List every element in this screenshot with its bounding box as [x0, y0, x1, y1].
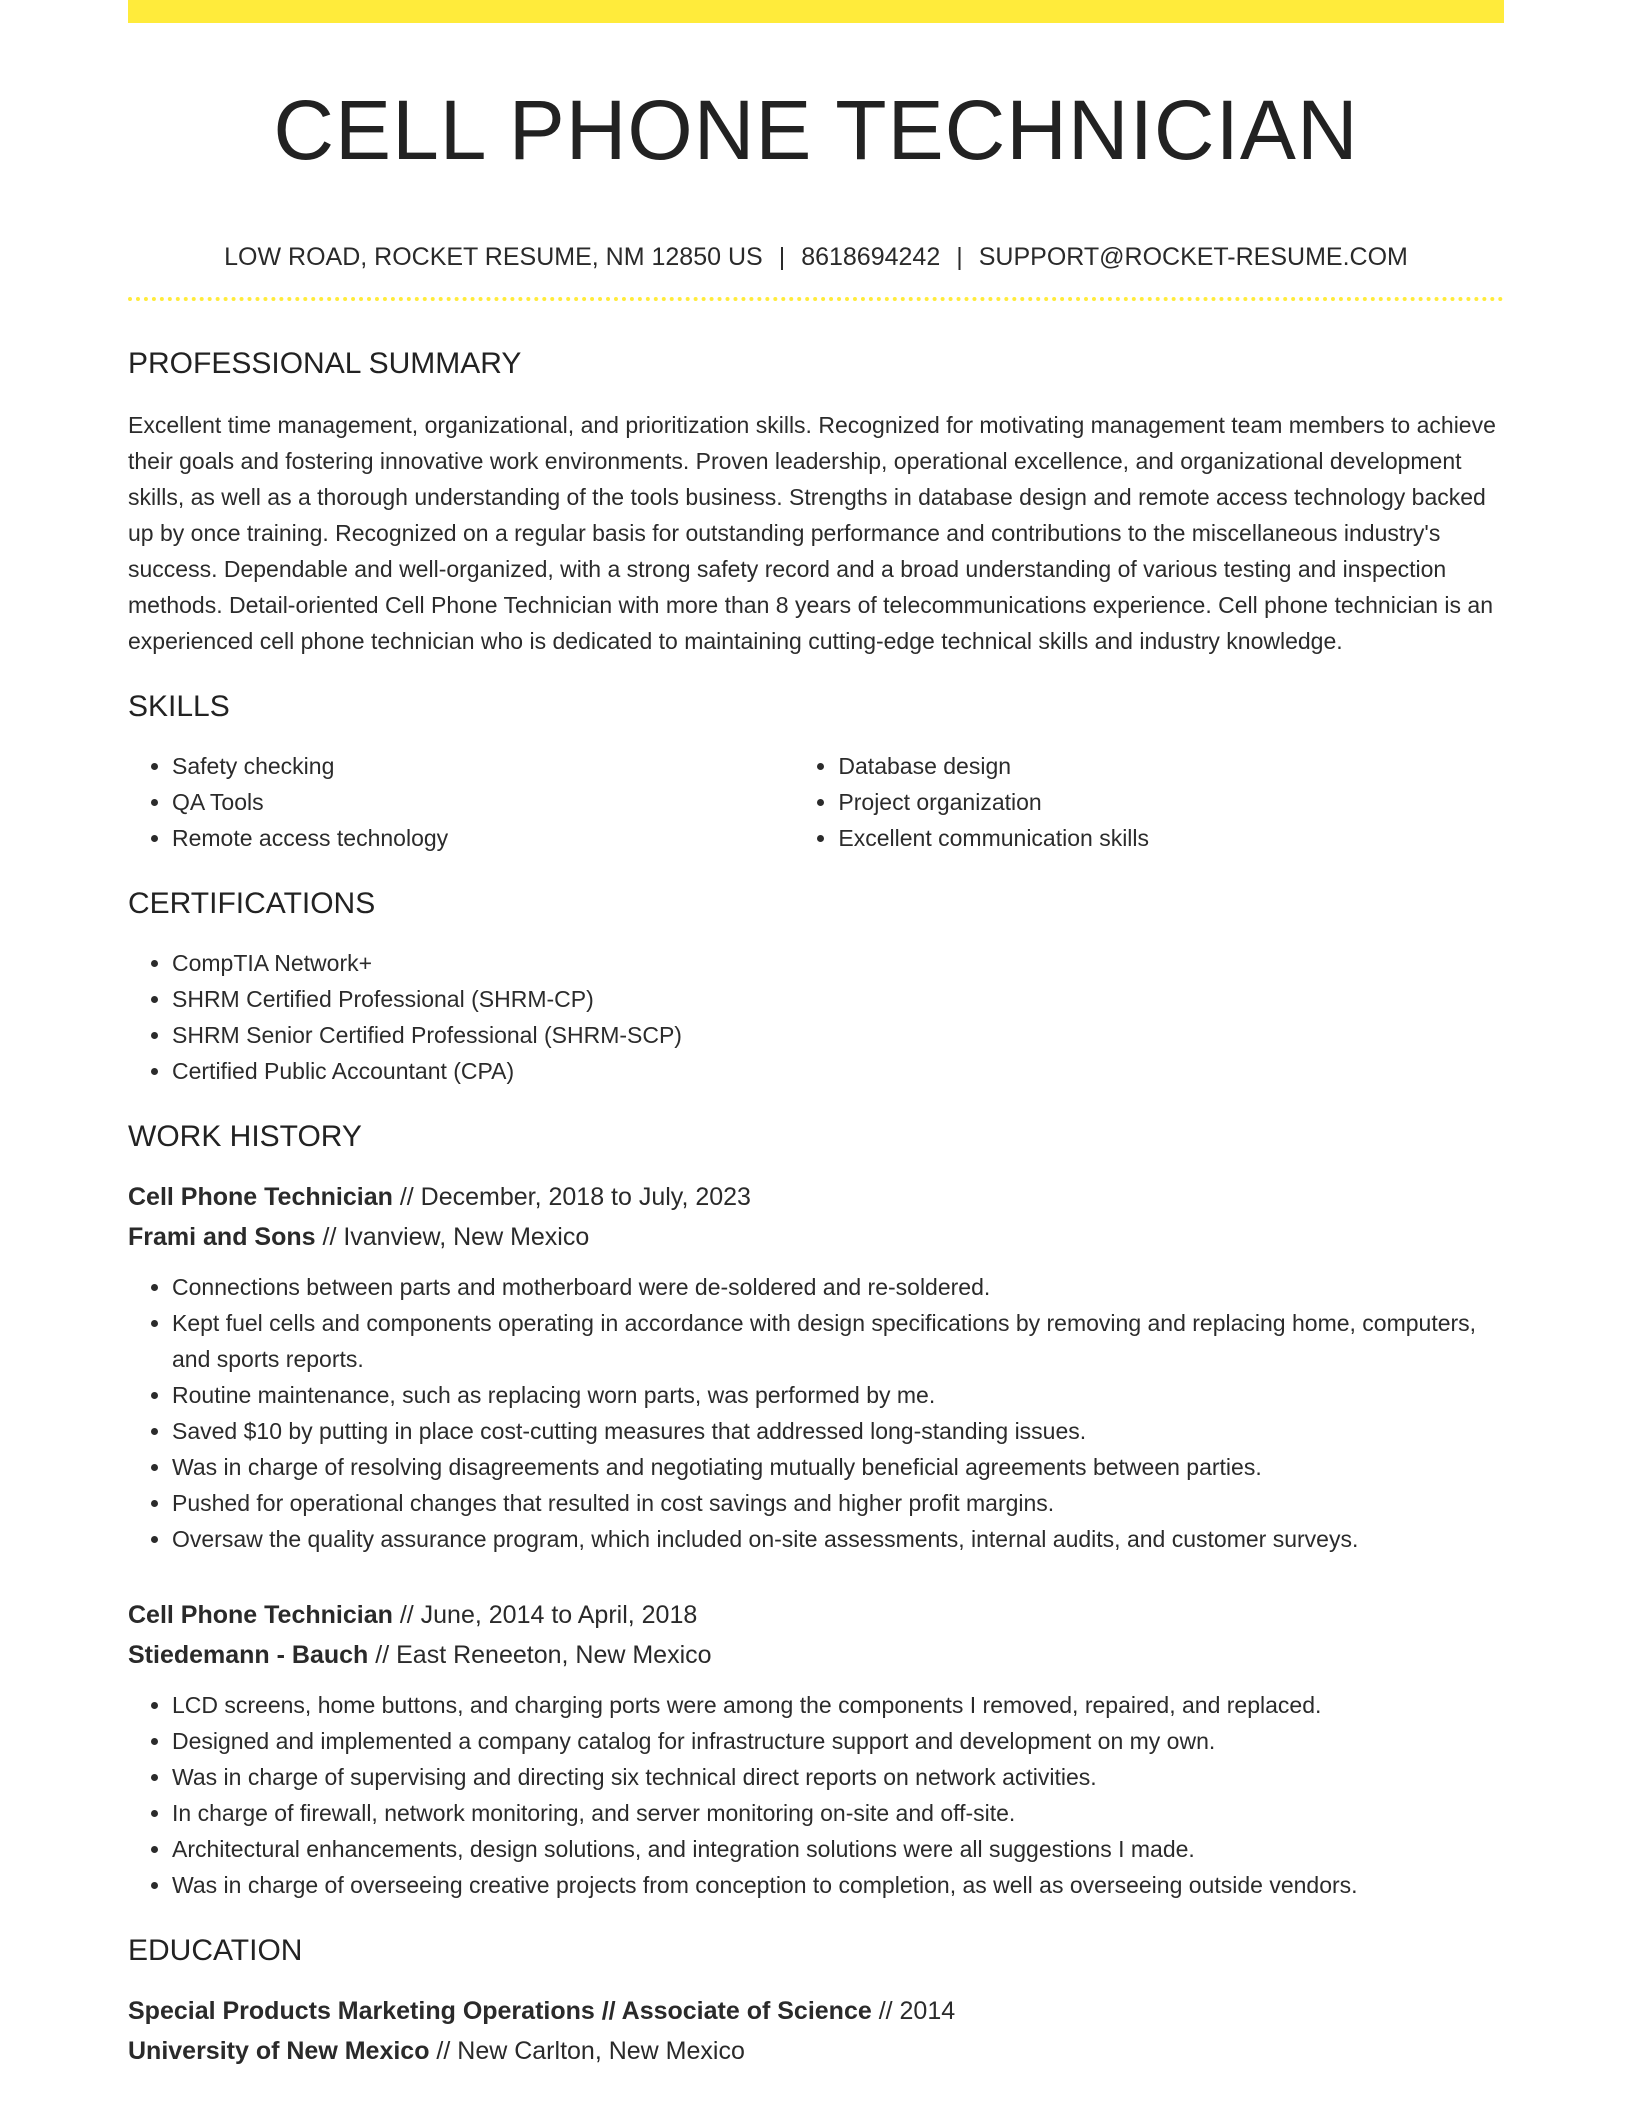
education-location: // New Carlton, New Mexico	[429, 2037, 745, 2065]
job-dates: // December, 2018 to July, 2023	[392, 1183, 751, 1211]
job-company: Stiedemann - Bauch	[128, 1641, 369, 1669]
skills-heading: SKILLS	[128, 690, 230, 723]
job-duty: • Was in charge of overseeing creative projects from conception to completion, as well as overseeing outside vendors.	[172, 1867, 1504, 1903]
skill-item: • Database design	[838, 748, 1504, 784]
job-dates: // June, 2014 to April, 2018	[392, 1601, 698, 1629]
education-degree-line	[128, 1991, 1504, 2031]
skill-item: • Remote access technology	[172, 820, 794, 856]
skill-item: • QA Tools	[172, 784, 794, 820]
job-title-line	[128, 1177, 1504, 1217]
contact-separator: |	[956, 243, 963, 271]
job-company: Frami and Sons	[128, 1223, 316, 1251]
job-location: // Ivanview, New Mexico	[315, 1223, 590, 1251]
certification-item: • SHRM Certified Professional (SHRM-CP)	[172, 981, 1504, 1017]
education-school-line	[128, 2031, 1504, 2071]
job-duty: • Routine maintenance, such as replacing worn parts, was performed by me.	[172, 1377, 1504, 1413]
job-location: // East Reneeton, New Mexico	[368, 1641, 712, 1669]
resume-name: CELL PHONE TECHNICIAN	[273, 83, 1359, 177]
certification-item: • CompTIA Network+	[172, 945, 1504, 981]
contact-address: LOW ROAD, ROCKET RESUME, NM 12850 US	[224, 243, 763, 271]
job-duty: • In charge of firewall, network monitoring, and server monitoring on-site and off-site.	[172, 1795, 1504, 1831]
job-duty: • Designed and implemented a company catalog for infrastructure support and development on my own.	[172, 1723, 1504, 1759]
resume-page	[128, 0, 1504, 2071]
certifications-list	[128, 945, 1504, 1089]
education-entry	[128, 1991, 1504, 2071]
job-title-line	[128, 1595, 1504, 1635]
contact-email[interactable]: SUPPORT@ROCKET-RESUME.COM	[978, 243, 1408, 271]
job-entry	[128, 1177, 1504, 1557]
job-duty: • LCD screens, home buttons, and charging ports were among the components I removed, repaired, and replaced.	[172, 1687, 1504, 1723]
header-divider	[128, 297, 1504, 301]
skill-item: • Excellent communication skills	[838, 820, 1504, 856]
education-degree: Special Products Marketing Operations // Associate of Science	[128, 1997, 872, 2025]
education-year: // 2014	[871, 1997, 956, 2025]
contact-phone[interactable]: 8618694242	[801, 243, 941, 271]
job-duty: • Saved $10 by putting in place cost-cutting measures that addressed long-standing issues.	[172, 1413, 1504, 1449]
job-duties-list	[128, 1687, 1504, 1903]
job-duty: • Pushed for operational changes that resulted in cost savings and higher profit margins.	[172, 1485, 1504, 1521]
job-duty: • Architectural enhancements, design solutions, and integration solutions were all suggestions I made.	[172, 1831, 1504, 1867]
job-duty: • Was in charge of supervising and directing six technical direct reports on network activities.	[172, 1759, 1504, 1795]
education-school: University of New Mexico	[128, 2037, 430, 2065]
skill-item: • Safety checking	[172, 748, 794, 784]
work-history-heading: WORK HISTORY	[128, 1120, 362, 1153]
job-role: Cell Phone Technician	[128, 1601, 393, 1629]
contact-line	[128, 242, 1504, 272]
skills-columns	[128, 748, 1504, 856]
education-heading: EDUCATION	[128, 1934, 303, 1967]
job-duties-list	[128, 1269, 1504, 1557]
skills-list-left	[128, 748, 794, 856]
job-company-line	[128, 1635, 1504, 1675]
skill-item: • Project organization	[838, 784, 1504, 820]
certification-item: • SHRM Senior Certified Professional (SHRM-SCP)	[172, 1017, 1504, 1053]
job-role: Cell Phone Technician	[128, 1183, 393, 1211]
job-company-line	[128, 1217, 1504, 1257]
job-duty: • Was in charge of resolving disagreements and negotiating mutually beneficial agreements between parties.	[172, 1449, 1504, 1485]
job-entry	[128, 1595, 1504, 1903]
certification-item: • Certified Public Accountant (CPA)	[172, 1053, 1504, 1089]
job-duty: • Oversaw the quality assurance program, which included on-site assessments, internal audits, and customer surveys.	[172, 1521, 1504, 1557]
job-duty: • Kept fuel cells and components operating in accordance with design specifications by removing and replacing home, computers, and sports reports.	[172, 1305, 1504, 1377]
contact-separator: |	[778, 243, 786, 271]
summary-text: Excellent time management, organizational, and prioritization skills. Recognized for motivating management team members to achieve their goals and fostering innovative work environments. Proven leadership, operational excellence, and organizational development skills, as well as a thorough understanding of the tools business. Strengths in database design and remote access technology backed up by once training. Recognized on a regular basis for outstanding performance and contributions to the miscellaneous industry's success. Dependable and well-organized, with a strong safety record and a broad understanding of various testing and inspection methods. Detail-oriented Cell Phone Technician with more than 8 years of telecommunications experience. Cell phone technician is an experienced cell phone technician who is dedicated to maintaining cutting-edge technical skills and industry knowledge.	[128, 412, 1496, 654]
certifications-heading: CERTIFICATIONS	[128, 887, 376, 920]
skills-list-right	[794, 748, 1504, 856]
summary-heading: PROFESSIONAL SUMMARY	[128, 347, 522, 380]
accent-top-bar	[128, 0, 1504, 23]
job-duty: • Connections between parts and motherboard were de-soldered and re-soldered.	[172, 1269, 1504, 1305]
